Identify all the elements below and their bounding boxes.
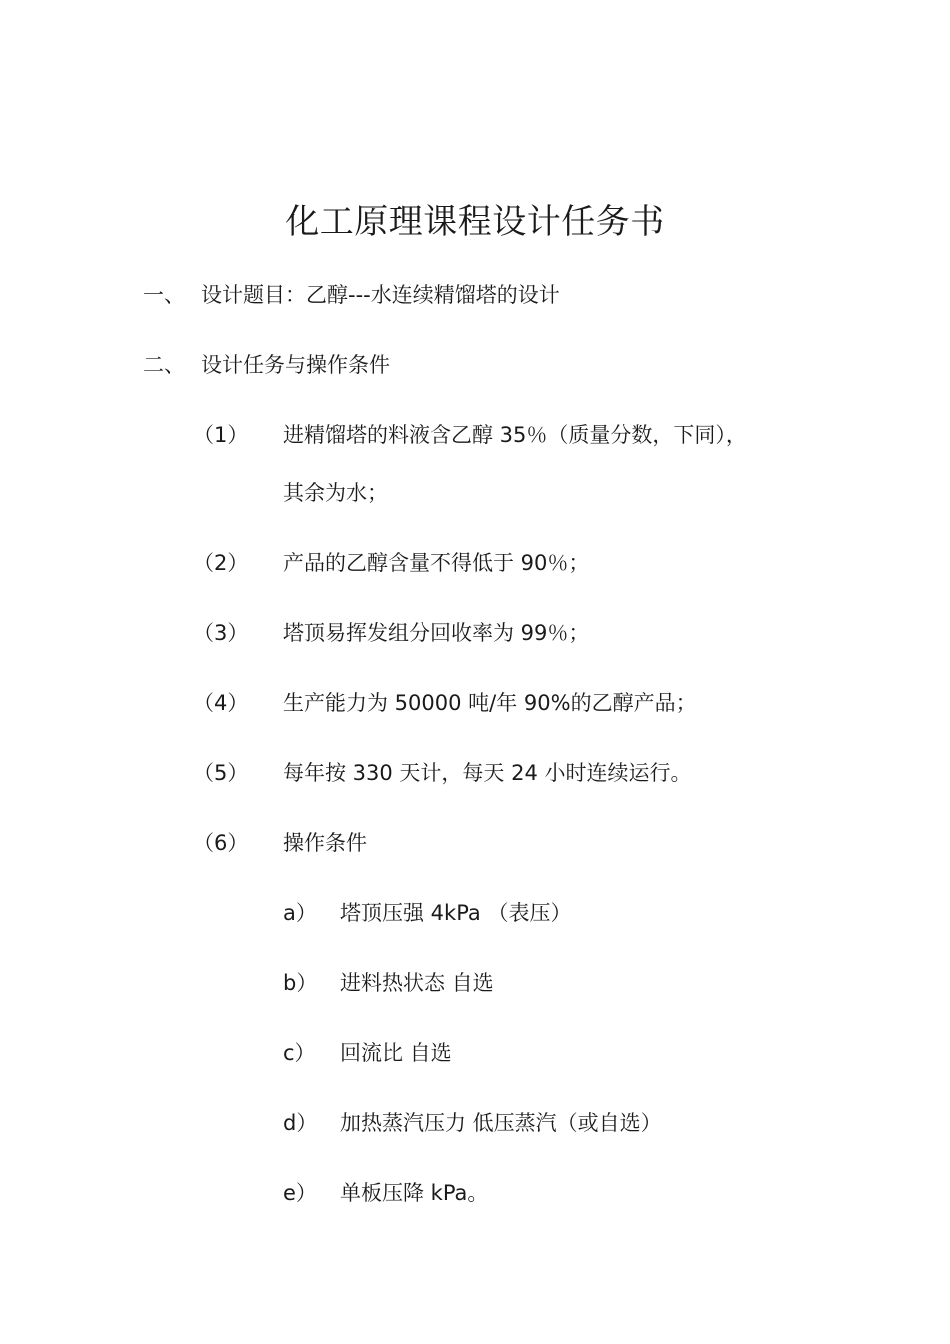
item-text: 每年按 330 天计，每天 24 小时连续运行。 bbox=[283, 761, 692, 785]
item-text: 生产能力为 50000 吨/年 90%的乙醇产品； bbox=[283, 691, 697, 715]
condition-text: 加热蒸汽压力 低压蒸汽（或自选） bbox=[340, 1111, 662, 1135]
section-marker: 一、 bbox=[143, 283, 185, 307]
item-marker: （5） bbox=[193, 761, 249, 785]
item-marker: （6） bbox=[193, 831, 249, 855]
condition-text: 回流比 自选 bbox=[340, 1041, 452, 1065]
item-text: 产品的乙醇含量不得低于 90％； bbox=[283, 551, 590, 575]
item-text: 进精馏塔的料液含乙醇 35％（质量分数，下同）， bbox=[283, 423, 747, 447]
condition-marker: c） bbox=[283, 1041, 316, 1065]
section-text: 设计任务与操作条件 bbox=[201, 353, 390, 377]
item-marker: （1） bbox=[193, 423, 249, 447]
condition-text: 塔顶压强 4kPa （表压） bbox=[340, 901, 572, 925]
condition-marker: b） bbox=[283, 971, 318, 995]
item-marker: （4） bbox=[193, 691, 249, 715]
item-marker: （2） bbox=[193, 551, 249, 575]
item-text: 塔顶易挥发组分回收率为 99％； bbox=[283, 621, 590, 645]
section-marker: 二、 bbox=[143, 353, 185, 377]
condition-marker: a） bbox=[283, 901, 317, 925]
section-text: 设计题目：乙醇---水连续精馏塔的设计 bbox=[201, 283, 560, 307]
condition-text: 单板压降 kPa。 bbox=[340, 1181, 489, 1205]
document-title: 化工原理课程设计任务书 bbox=[285, 202, 665, 242]
item-text-continuation: 其余为水； bbox=[283, 481, 388, 505]
condition-marker: d） bbox=[283, 1111, 318, 1135]
item-marker: （3） bbox=[193, 621, 249, 645]
condition-marker: e） bbox=[283, 1181, 317, 1205]
item-text: 操作条件 bbox=[283, 831, 367, 855]
condition-text: 进料热状态 自选 bbox=[340, 971, 494, 995]
